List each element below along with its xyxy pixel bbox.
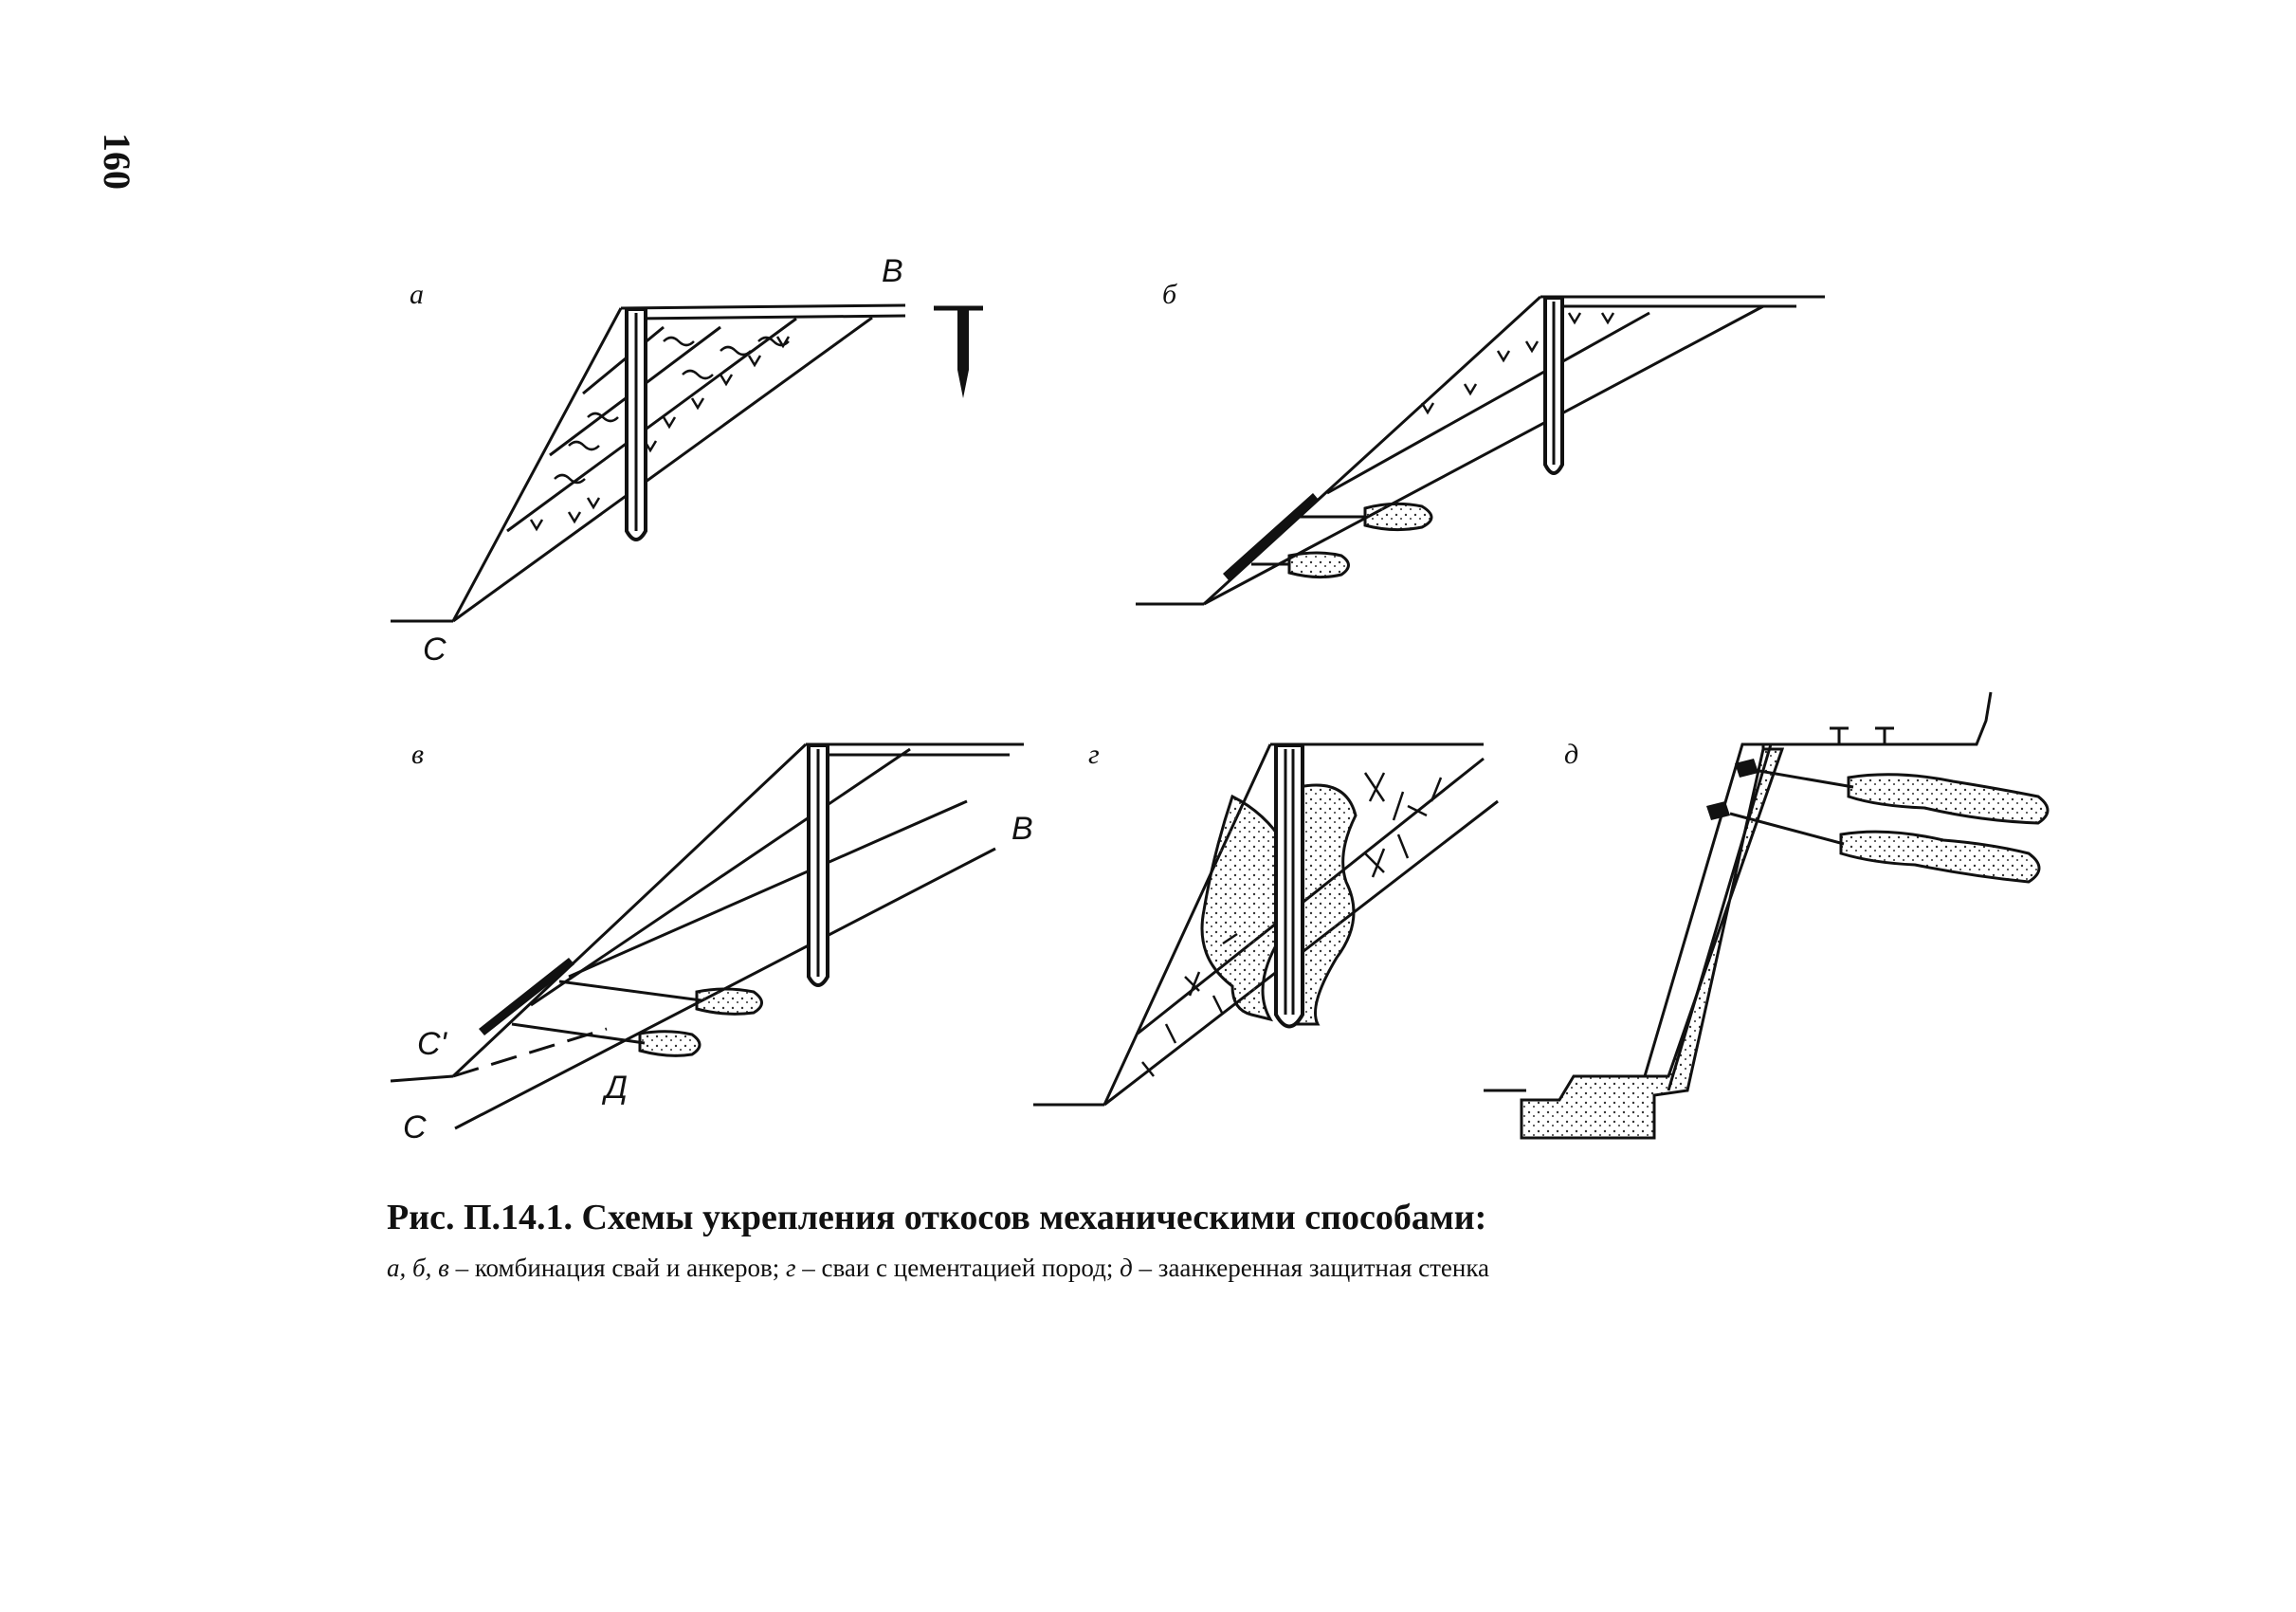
figure-caption-legend: а, б, в – комбинация свай и анкеров; г – сваи с цементацией пород; д – заанкеренная защитная стенка — [387, 1254, 1490, 1282]
point-C-prime: С' — [417, 1026, 447, 1062]
sliding-surface — [453, 318, 872, 621]
panel-d-label: д — [1564, 739, 1579, 770]
rail-icon — [1830, 728, 1894, 744]
soil-hatch — [1422, 313, 1613, 412]
anchor-bulb — [697, 989, 762, 1014]
slope-line — [453, 744, 806, 1076]
top-surface — [621, 305, 905, 308]
dashed-surface — [453, 1029, 607, 1076]
anchor-bulb — [1841, 832, 2039, 882]
panel-g — [1033, 739, 1498, 1105]
point-B: В — [1011, 811, 1033, 847]
page-number: 160 — [96, 133, 138, 190]
anchor-plate — [479, 958, 574, 1035]
soil-hatch — [531, 337, 789, 529]
anchor-bulb — [1289, 553, 1349, 577]
panel-g-label: г — [1088, 739, 1100, 770]
anchor-bulb — [1849, 775, 2048, 823]
retaining-wall — [1522, 744, 1782, 1138]
panel-v-label: в — [411, 739, 425, 770]
pile — [1276, 745, 1303, 1027]
point-B: В — [882, 253, 903, 289]
point-D: Д — [605, 1070, 628, 1106]
ground-line — [391, 1076, 453, 1081]
panel-a — [391, 253, 983, 668]
figure-caption-title: Рис. П.14.1. Схемы укрепления откосов механическими способами: — [387, 1198, 1487, 1237]
panel-d — [1484, 692, 2048, 1138]
panel-b-label: б — [1162, 279, 1177, 310]
point-C: С — [423, 632, 446, 668]
anchor-bulb — [1365, 504, 1431, 529]
point-C: С — [403, 1109, 427, 1145]
top-surface — [1763, 692, 1991, 744]
panel-v — [391, 739, 1033, 1145]
anchor-bulb — [640, 1032, 700, 1056]
panel-a-label: а — [410, 279, 424, 310]
panel-b — [1136, 279, 1825, 604]
